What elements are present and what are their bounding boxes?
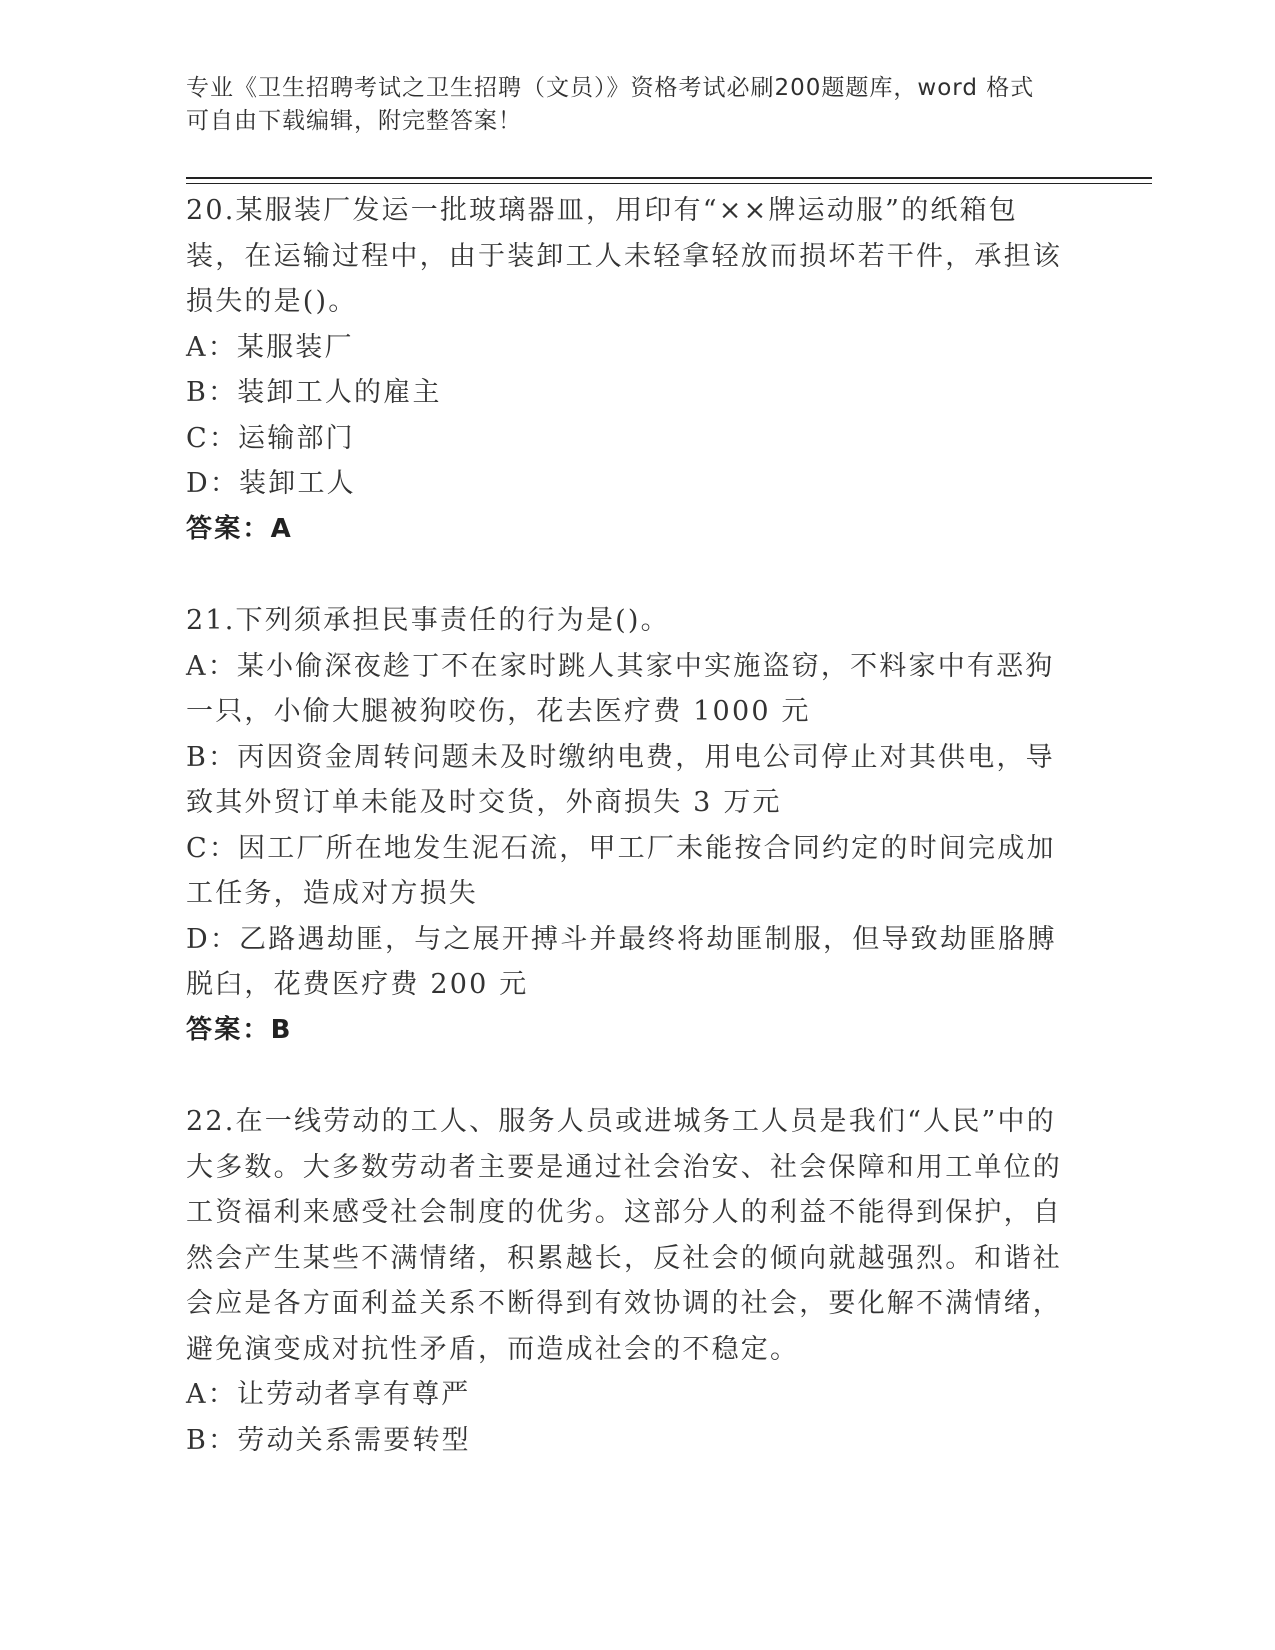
header-divider-thick <box>186 177 1152 179</box>
option-a: A：某小偷深夜趁丁不在家时跳人其家中实施盗窃，不料家中有恶狗一只，小偷大腿被狗咬伤，花去医疗费 1000 元 <box>186 650 1055 727</box>
answer-label: 答案：A <box>186 513 293 544</box>
option-b: B：丙因资金周转问题未及时缴纳电费，用电公司停止对其供电，导致其外贸订单未能及时交货，外商损失 3 万元 <box>186 741 1055 818</box>
option-d: D：装卸工人 <box>186 468 356 499</box>
header-line-1: 专业《卫生招聘考试之卫生招聘（文员）》资格考试必刷200题题库，word 格式 <box>186 75 1035 101</box>
option-c: C：因工厂所在地发生泥石流，甲工厂未能按合同约定的时间完成加工任务，造成对方损失 <box>186 832 1056 909</box>
header-divider-thin <box>186 183 1152 184</box>
option-a: A：某服装厂 <box>186 331 354 363</box>
option-b: B：劳动关系需要转型 <box>186 1424 471 1456</box>
option-c: C：运输部门 <box>186 422 355 454</box>
question-22 <box>186 1099 1076 1463</box>
answer-label: 答案：B <box>186 1014 293 1045</box>
question-21 <box>186 598 1076 1053</box>
question-20 <box>186 188 1076 552</box>
question-stem: 22.在一线劳动的工人、服务人员或进城务工人员是我们“人民”中的大多数。大多数劳动者主要是通过社会治安、社会保障和用工单位的工资福利来感受社会制度的优劣。这部分人的利益不能得到保护，自然会产生某些不满情绪，积累越长，反社会的倾向就越强烈。和谐社会应是各方面利益关系不断得到有效协调的社会，要化解不满情绪，避免演变成对抗性矛盾，而造成社会的不稳定。 <box>186 1106 1062 1365</box>
document-header <box>186 72 1066 138</box>
option-a: A：让劳动者享有尊严 <box>186 1379 471 1410</box>
option-b: B：装卸工人的雇主 <box>186 377 442 408</box>
question-stem: 20.某服装厂发运一批玻璃器皿，用印有“××牌运动服”的纸箱包装，在运输过程中，由于装卸工人未轻拿轻放而损坏若干件，承担该损失的是()。 <box>186 195 1062 317</box>
question-stem: 21.下列须承担民事责任的行为是()。 <box>186 605 670 636</box>
header-line-2: 可自由下载编辑，附完整答案！ <box>186 108 522 134</box>
option-d: D：乙路遇劫匪，与之展开搏斗并最终将劫匪制服，但导致劫匪胳膊脱臼，花费医疗费 200 元 <box>186 923 1057 1000</box>
question-list <box>186 188 1076 1463</box>
